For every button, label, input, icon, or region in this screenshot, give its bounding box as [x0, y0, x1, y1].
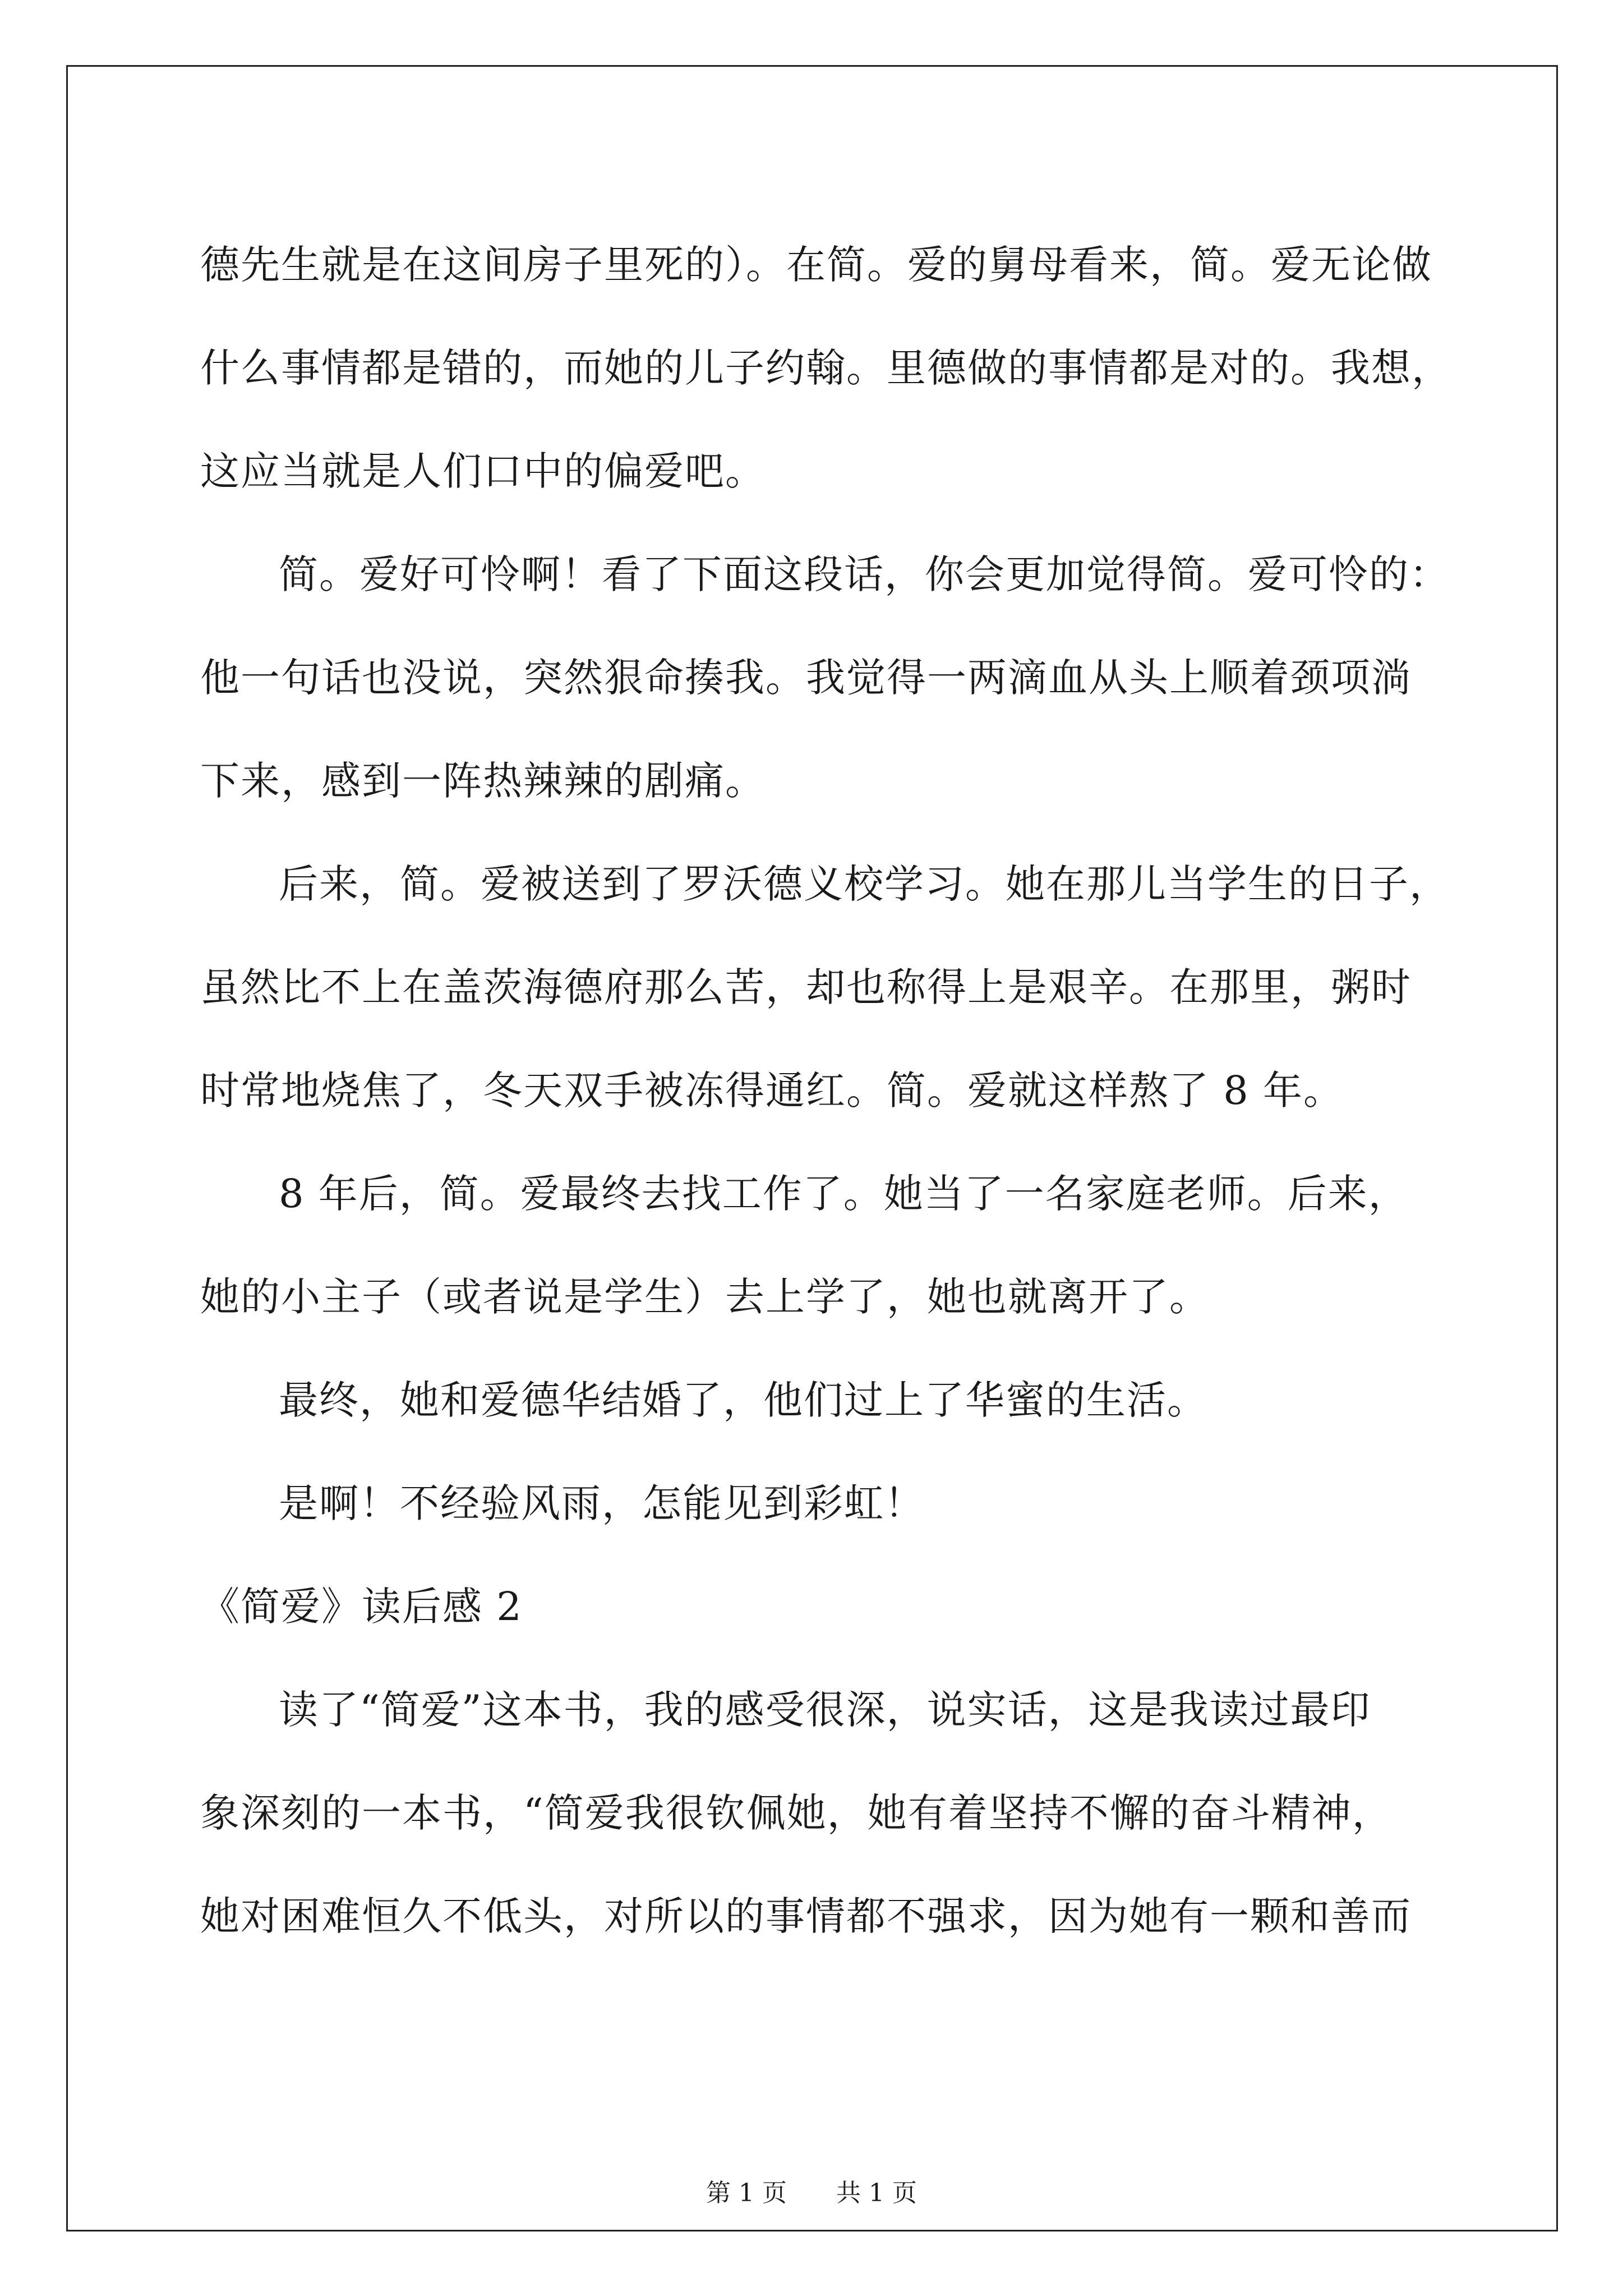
text-line: 虽然比不上在盖茨海德府那么苦，却也称得上是艰辛。在那里，粥时 — [200, 964, 1412, 1010]
paragraph-start-line: 后来，简。爱被送到了罗沃德义校学习。她在那儿当学生的日子， — [279, 861, 1450, 907]
text-line: 什么事情都是错的，而她的儿子约翰。里德做的事情都是对的。我想， — [200, 345, 1452, 391]
text-line: 这应当就是人们口中的偏爱吧。 — [200, 448, 766, 494]
document-body — [200, 213, 1456, 1968]
page-total-label: 共 1 页 — [836, 2179, 917, 2207]
paragraph-start-line: 最终，她和爱德华结婚了，他们过上了华蜜的生活。 — [279, 1377, 1207, 1423]
paragraph-start-line: 是啊！不经验风雨，怎能见到彩虹！ — [279, 1480, 925, 1526]
page-footer — [0, 2177, 1623, 2210]
section-heading: 《简爱》读后感 2 — [200, 1584, 523, 1630]
text-line: 德先生就是在这间房子里死的）。在简。爱的舅母看来，简。爱无论做 — [200, 242, 1432, 288]
text-line: 他一句话也没说，突然狠命揍我。我觉得一两滴血从头上顺着颈项淌 — [200, 655, 1412, 701]
paragraph-start-line: 简。爱好可怜啊！看了下面这段话，你会更加觉得简。爱可怜的： — [279, 551, 1450, 597]
text-line: 她对困难恒久不低头，对所以的事情都不强求，因为她有一颗和善而 — [200, 1893, 1412, 1939]
text-line: 下来，感到一阵热辣辣的剧痛。 — [200, 758, 766, 804]
paragraph-start-line: 8 年后，简。爱最终去找工作了。她当了一名家庭老师。后来， — [279, 1171, 1409, 1217]
text-line: 时常地烧焦了，冬天双手被冻得通红。简。爱就这样熬了 8 年。 — [200, 1068, 1344, 1114]
text-line: 象深刻的一本书，“简爱我很钦佩她，她有着坚持不懈的奋斗精神， — [200, 1790, 1393, 1836]
page-number-label: 第 1 页 — [706, 2179, 787, 2207]
paragraph-start-line: 读了“简爱”这本书，我的感受很深，说实话，这是我读过最印 — [279, 1687, 1371, 1733]
text-line: 她的小主子（或者说是学生）去上学了，她也就离开了。 — [200, 1274, 1210, 1320]
